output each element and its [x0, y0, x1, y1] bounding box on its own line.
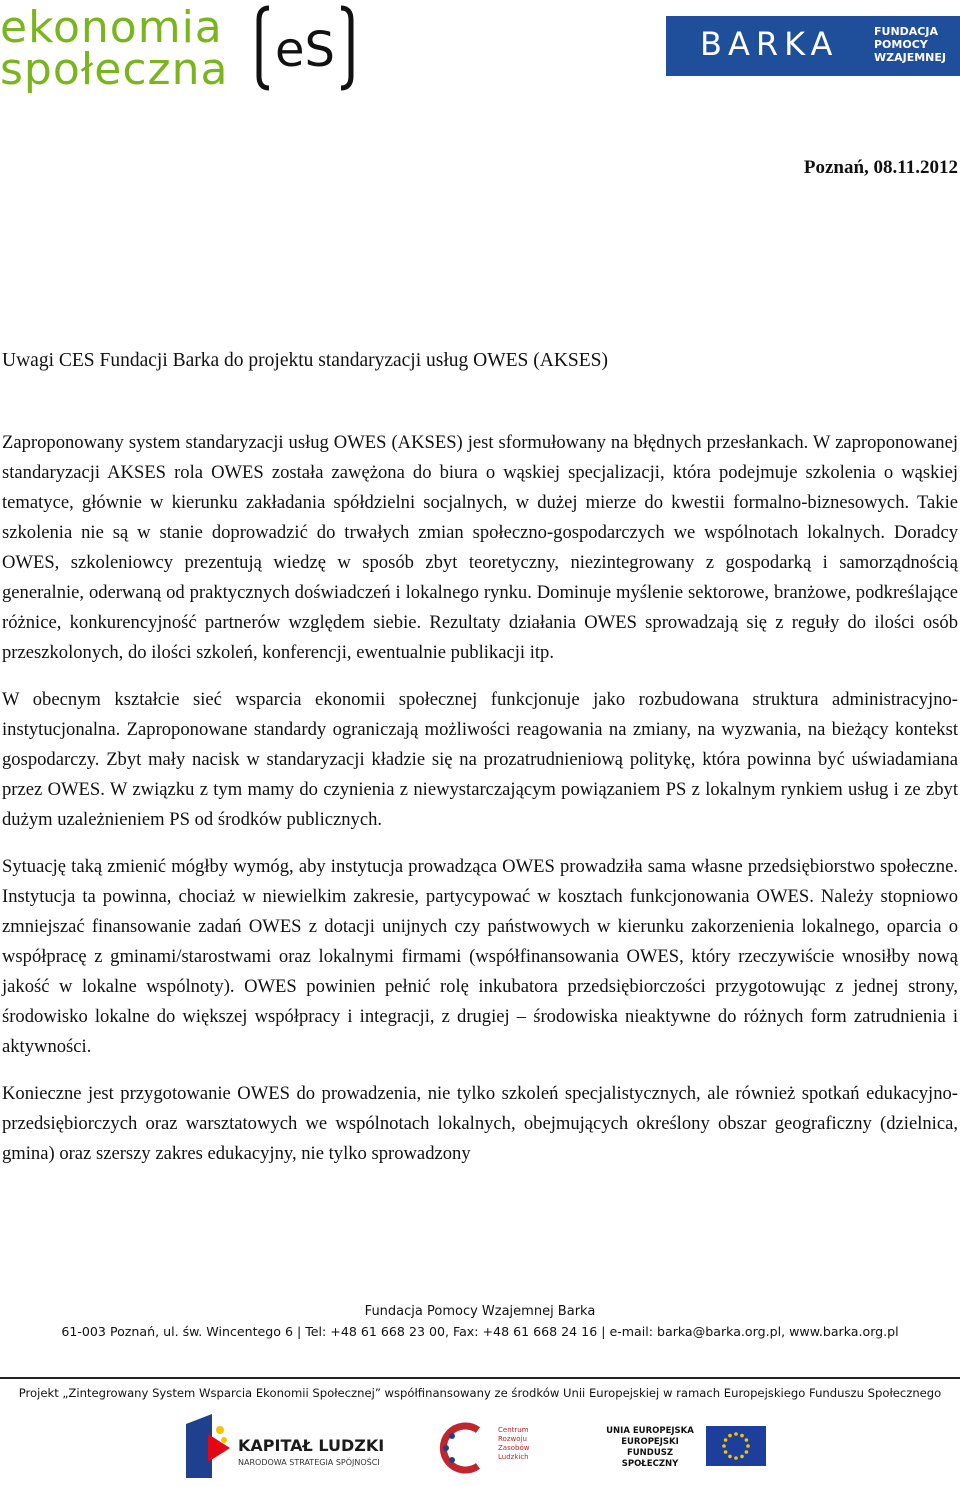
eu-flag-icon [706, 1426, 766, 1466]
crzl-line: Zasobów [498, 1444, 530, 1452]
paragraph: Zaproponowany system standaryzacji usług OWES (AKSES) jest sformułowany na błędnych przesłankach. W zaproponowanej standaryzacji AKSES rola OWES została zawężona do biura o wąskiej specjalizacji, która podejmuje szkolenia o wąskiej tematyce, głównie w kierunku zakładania spółdzielni socjalnych, w dużej mierze do kwestii formalno-biznesowych. Takie szkolenia nie są w stanie doprowadzić do trwałych zmian społeczno-gospodarczych we wspólnotach lokalnych. Doradcy OWES, szkoleniowcy prezentują wiedzę w sposób zbyt teoretyczny, niezintegrowany z gospodarką i samorządnością generalnie, oderwaną od praktycznych doświadczeń i lokalnego rynku. Dominuje myślenie sektorowe, branżowe, podkreślające różnice, konkurencyjność partnerów względem siebie. Rezultaty działania OWES sprowadzają się z reguły do ilości osób przeszkolonych, do ilości szkoleń, konferencji, ewentualnie publikacji itp. [2, 432, 958, 663]
paragraph: Konieczne jest przygotowanie OWES do prowadzenia, nie tylko szkoleń specjalistycznych, ale również spotkań edukacyjno-przedsiębiorczych oraz warsztatowych we wspólnotach lokalnych, obejmujących określony obszar geograficzny (dzielnica, gmina) oraz szerszy zakres edukacyjny, nie tylko sprowadzony [2, 1083, 958, 1164]
es-mark-icon [255, 4, 355, 92]
crzl-line: Ludzkich [498, 1453, 529, 1461]
barka-sub-line: FUNDACJA [874, 25, 938, 38]
barka-sub-line: POMOCY [874, 38, 928, 51]
crzl-logo [438, 1422, 548, 1474]
crzl-line: Rozwoju [498, 1435, 527, 1443]
es-logo-line1: ekonomia [0, 2, 223, 53]
document-body [2, 428, 958, 1186]
barka-logo-name: BARKA [700, 25, 839, 63]
ue-text [600, 1426, 700, 1470]
es-mark-text: eS [275, 22, 335, 78]
kapital-ludzki-emblem-icon [186, 1414, 232, 1478]
kapital-ludzki-title: KAPITAŁ LUDZKI [238, 1436, 385, 1455]
footer-organization: Fundacja Pomocy Wzajemnej Barka [364, 1304, 596, 1319]
paragraph: Sytuację taką zmienić mógłby wymóg, aby instytucja prowadząca OWES prowadziła sama własne przedsiębiorstwo społeczne. Instytucja ta powinna, chociaż w niewielkim zakresie, partycypować w kosztach funkcjonowania OWES. Należy stopniowo zmniejszać finansowanie zadań OWES z dotacji unijnych czy państwowych w kierunku zakorzenienia lokalnego, oparcia o współpracę z gminami/starostwami oraz lokalnymi firmami (współfinansowania OWES, który rzeczywiście wnosiłby nową jakość w lokalne wspólnoty). OWES powinien pełnić rolę inkubatora przedsiębiorczości przygotowując z jednej strony, środowisko lokalne do większej współpracy i integracji, z drugiej – środowiska nieaktywne do różnych form zatrudnienia i aktywności. [2, 856, 958, 1057]
page-header [0, 0, 960, 100]
ue-line: EUROPEJSKI [621, 1437, 679, 1447]
document-title: Uwagi CES Fundacji Barka do projektu standaryzacji usług OWES (AKSES) [2, 350, 609, 371]
barka-logo [666, 16, 960, 76]
footer-divider [0, 1377, 960, 1379]
footer-address: 61-003 Poznań, ul. św. Wincentego 6 | Tel: +48 61 668 23 00, Fax: +48 61 668 24 16 | e-mail: barka@barka.org.pl, www.barka.org.pl [61, 1324, 899, 1339]
es-logo-line2: społeczna [0, 44, 229, 95]
kapital-ludzki-logo [186, 1414, 396, 1478]
document-date: Poznań, 08.11.2012 [803, 157, 958, 178]
ekonomia-spoleczna-logo [0, 4, 370, 94]
crzl-emblem-icon [438, 1422, 494, 1474]
unia-europejska-logo [600, 1426, 770, 1472]
barka-sub-line: WZAJEMNEJ [874, 51, 946, 64]
crzl-line: Centrum [498, 1426, 529, 1434]
footer-logos [0, 1410, 960, 1486]
crzl-text [498, 1426, 529, 1462]
paragraph: W obecnym kształcie sieć wsparcia ekonomii społecznej funkcjonuje jako rozbudowana struktura administracyjno-instytucjonalna. Zaproponowane standardy ograniczają możliwości reagowania na zmiany, na wyzwania, na bieżący kontekst gospodarczy. Zbyt mały nacisk w standaryzacji kładzie się na prozatrudnieniową politykę, która powinna być uświadamiana przez OWES. W związku z tym mamy do czynienia z niewystarczającym powiązaniem PS z lokalnym rynkiem usług i ze zbyt dużym uzależnieniem PS od środków publicznych. [2, 689, 958, 830]
kapital-ludzki-subtitle: NARODOWA STRATEGIA SPÓJNOŚCI [238, 1458, 380, 1467]
footer-project-note: Projekt „Zintegrowany System Wsparcia Ekonomii Społecznej” współfinansowany ze środków Unii Europejskiej w ramach Europejskiego Funduszu Społecznego [18, 1386, 942, 1400]
barka-logo-subtitle [874, 25, 946, 64]
ue-line: FUNDUSZ SPOŁECZNY [621, 1448, 679, 1469]
ue-line: UNIA EUROPEJSKA [606, 1426, 694, 1436]
